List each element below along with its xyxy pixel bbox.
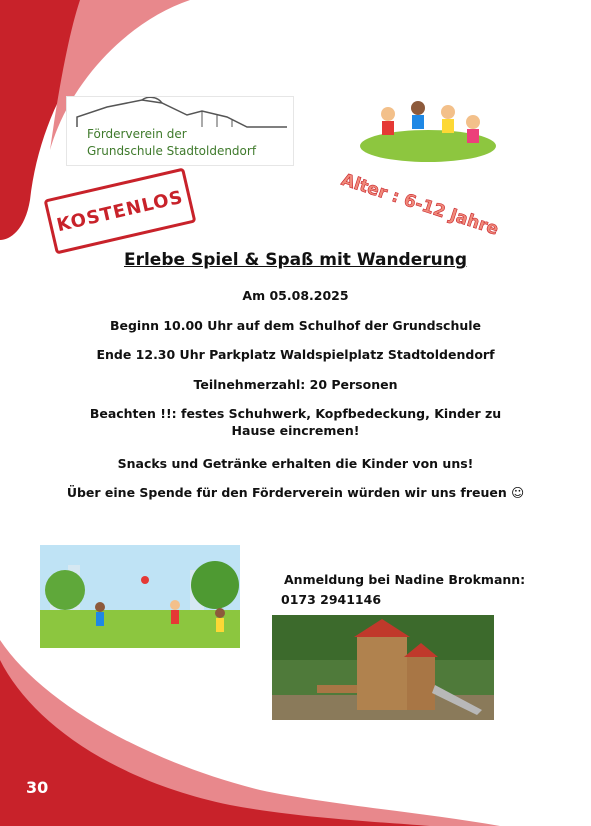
event-title: Erlebe Spiel & Spaß mit Wanderung [123,250,468,270]
stamp-text: KOSTENLOS [54,186,186,236]
snacks-text: Snacks und Getränke erhalten die Kinder von uns! [117,456,474,471]
park-illustration [40,545,240,648]
page-number: 30 [26,778,49,797]
logo-line-1: Förderverein der [87,127,187,141]
signup-phone: 0173 2941146 [281,592,382,607]
event-start: Beginn 10.00 Uhr auf dem Schulhof der Grundschule [109,318,482,333]
notice-text: Beachten !!: festes Schuhwerk, Kopfbedeckung, Kinder zu Hause eincremen! [89,406,502,438]
donation-text: Über eine Spende für den Förderverein würden wir uns freuen ☺ [66,485,525,500]
jumping-kids-image [358,96,498,164]
age-label: Alter : 6-12 Jahre [338,170,501,240]
wooden-playground-image [272,615,494,720]
park-play-image [40,545,240,648]
playground-illustration [272,615,494,720]
event-date: Am 05.08.2025 [242,288,349,303]
logo-line-2: Grundschule Stadtoldendorf [87,144,257,158]
jumping-kids-illustration [358,96,498,164]
event-end: Ende 12.30 Uhr Parkplatz Waldspielplatz Stadtoldendorf [96,347,495,362]
association-logo [66,96,294,166]
participant-count: Teilnehmerzahl: 20 Personen [193,377,398,392]
signup-label: Anmeldung bei Nadine Brokmann: [284,572,526,587]
